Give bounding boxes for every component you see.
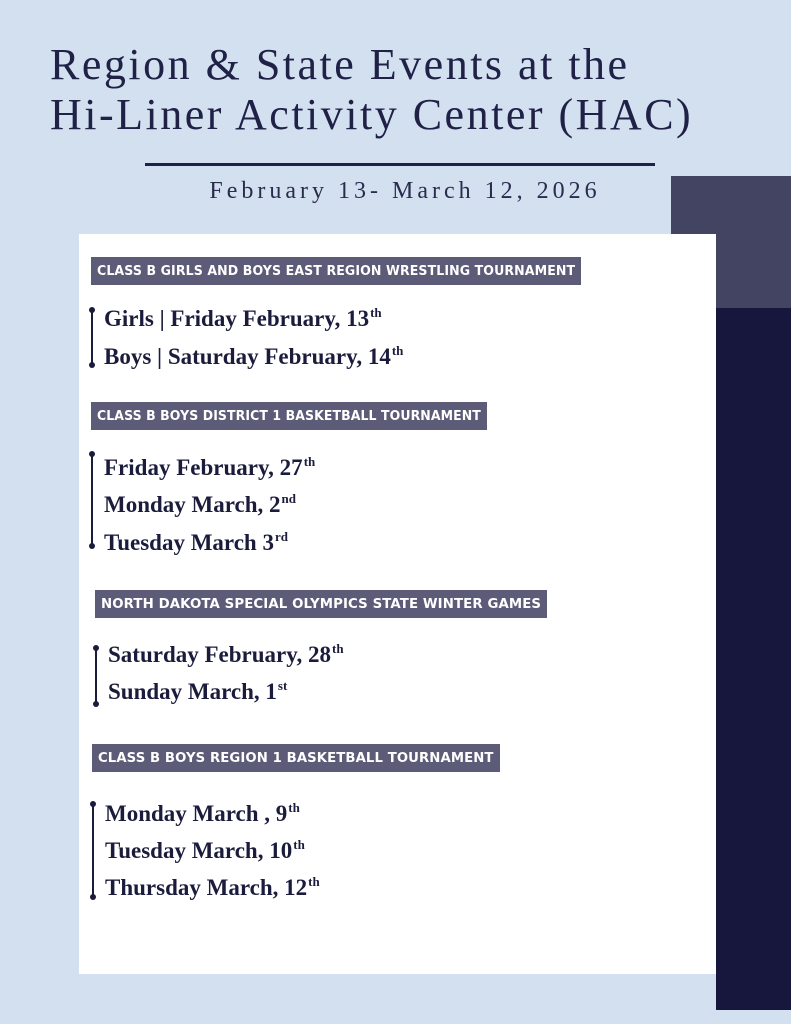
event-heading	[92, 744, 500, 772]
event-date: Thursday March, 12th	[105, 874, 320, 900]
title-line-2: Hi-Liner Activity Center (HAC)	[50, 90, 694, 139]
event-date: Tuesday March, 10th	[105, 837, 305, 863]
timeline-bracket	[91, 310, 93, 365]
decorative-navy-block	[716, 308, 791, 1010]
events-card	[79, 234, 716, 974]
date-range: February 13- March 12, 2026	[209, 178, 601, 204]
timeline-bracket	[92, 804, 94, 897]
event-heading	[91, 402, 487, 430]
event-date: Saturday February, 28th	[108, 641, 344, 667]
timeline-bracket	[91, 454, 93, 546]
event-date: Boys | Saturday February, 14th	[104, 343, 404, 369]
event-heading	[95, 590, 547, 618]
title-divider	[145, 163, 655, 166]
event-heading	[91, 257, 581, 285]
event-date: Girls | Friday February, 13th	[104, 305, 382, 331]
event-heading-text: NORTH DAKOTA SPECIAL OLYMPICS STATE WINTER GAMES	[101, 596, 542, 612]
event-date: Tuesday March 3rd	[104, 529, 288, 555]
title-line-1: Region & State Events at the	[50, 40, 630, 89]
event-date: Sunday March, 1st	[108, 678, 288, 704]
event-heading-text: CLASS B GIRLS AND BOYS EAST REGION WRESTLING TOURNAMENT	[97, 263, 576, 279]
page-title	[50, 40, 780, 140]
event-date: Monday March , 9th	[105, 800, 300, 826]
event-heading-text: CLASS B BOYS DISTRICT 1 BASKETBALL TOURNAMENT	[97, 408, 481, 424]
event-date: Monday March, 2nd	[104, 491, 297, 517]
timeline-bracket	[95, 648, 97, 704]
event-date: Friday February, 27th	[104, 454, 316, 480]
event-heading-text: CLASS B BOYS REGION 1 BASKETBALL TOURNAMENT	[98, 750, 494, 766]
